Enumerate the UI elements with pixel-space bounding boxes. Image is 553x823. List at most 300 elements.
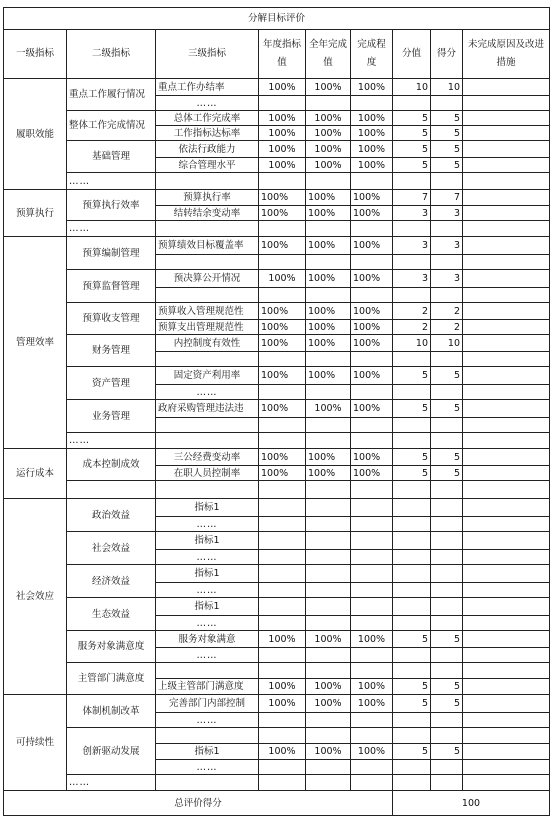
table-cell: 指标1 (156, 598, 259, 616)
table-cell: 100% (259, 744, 306, 760)
table-cell (393, 775, 431, 791)
table-cell: 100% (259, 270, 306, 288)
table-cell: 100% (259, 400, 306, 418)
table-cell (351, 663, 393, 679)
table-cell (156, 221, 259, 237)
table-cell: 5 (431, 466, 463, 481)
table-cell (259, 352, 306, 367)
table-cell (306, 663, 351, 679)
table-row (4, 598, 550, 616)
table-cell: 100% (306, 206, 351, 221)
table-cell: 资产管理 (67, 367, 156, 400)
table-cell (156, 173, 259, 190)
table-cell (431, 616, 463, 631)
table-cell: 100% (306, 141, 351, 158)
table-row (4, 335, 550, 352)
table-cell: 10 (393, 79, 431, 96)
table-cell: 服务对象满意度 (67, 631, 156, 663)
table-cell (393, 96, 431, 111)
table-cell (351, 96, 393, 111)
table-cell (351, 418, 393, 433)
table-cell: …… (156, 96, 259, 111)
table-cell (351, 532, 393, 550)
header-annual-actual: 全年完成值 (306, 30, 351, 79)
table-cell: …… (156, 760, 259, 775)
header-score: 得分 (431, 30, 463, 79)
table-cell (351, 550, 393, 565)
table-cell (259, 288, 306, 303)
table-cell (463, 433, 550, 449)
table-cell (306, 433, 351, 449)
table-cell: …… (67, 221, 156, 237)
table-cell: 100% (259, 679, 306, 695)
table-cell: 预决算公开情况 (156, 270, 259, 288)
table-cell (156, 775, 259, 791)
table-cell (156, 663, 259, 679)
table-cell: 100% (259, 303, 306, 320)
table-cell: 100% (351, 449, 393, 466)
table-cell (351, 616, 393, 631)
table-cell: 100% (306, 400, 351, 418)
table-cell (259, 583, 306, 598)
table-cell: 预算收支管理 (67, 303, 156, 335)
table-cell: 100% (259, 158, 306, 173)
table-cell: 100% (259, 367, 306, 385)
table-cell: 100% (259, 190, 306, 206)
table-cell: 固定资产利用率 (156, 367, 259, 385)
table-cell (463, 385, 550, 400)
table-cell: 100% (259, 320, 306, 335)
table-cell (463, 481, 550, 499)
table-cell: 主管部门满意度 (67, 663, 156, 695)
table-cell (463, 449, 550, 466)
table-cell (306, 616, 351, 631)
table-cell (351, 221, 393, 237)
table-cell: 5 (393, 367, 431, 385)
table-cell: 100% (351, 695, 393, 713)
table-cell (463, 775, 550, 791)
table-cell (431, 173, 463, 190)
table-cell (463, 270, 550, 288)
table-cell: 100% (306, 449, 351, 466)
table-cell: …… (67, 433, 156, 449)
table-cell: 预算监督管理 (67, 270, 156, 303)
table-cell (306, 481, 351, 499)
table-cell (463, 96, 550, 111)
table-cell: 业务管理 (67, 400, 156, 433)
table-cell (431, 598, 463, 616)
table-cell (306, 418, 351, 433)
table-cell (393, 517, 431, 532)
table-cell (463, 663, 550, 679)
header-completion: 完成程度 (351, 30, 393, 79)
table-cell (463, 616, 550, 631)
table-cell: 社会效益 (67, 532, 156, 565)
table-cell: 100% (351, 79, 393, 96)
table-cell (156, 481, 259, 499)
table-cell (306, 352, 351, 367)
table-cell (431, 433, 463, 449)
table-cell (259, 418, 306, 433)
table-cell (351, 433, 393, 449)
table-cell (259, 713, 306, 728)
table-cell: 100% (351, 126, 393, 141)
table-cell (306, 288, 351, 303)
table-cell (463, 111, 550, 126)
table-cell (463, 532, 550, 550)
table-cell (351, 352, 393, 367)
table-cell (463, 303, 550, 320)
table-cell (306, 760, 351, 775)
table-cell: 100% (306, 126, 351, 141)
table-row (4, 499, 550, 517)
table-cell: 100% (351, 190, 393, 206)
table-row (4, 79, 550, 96)
header-annual-target: 年度指标值 (259, 30, 306, 79)
table-cell (393, 583, 431, 598)
table-cell: 三公经费变动率 (156, 449, 259, 466)
table-cell: 5 (393, 631, 431, 648)
table-cell: 重点工作履行情况 (67, 79, 156, 111)
table-cell (393, 288, 431, 303)
table-cell (393, 663, 431, 679)
table-cell: 5 (393, 466, 431, 481)
table-cell (431, 550, 463, 565)
table-cell: 100% (351, 206, 393, 221)
table-cell: 管理效率 (4, 237, 67, 449)
table-cell: 5 (431, 400, 463, 418)
table-cell (259, 775, 306, 791)
table-cell: 5 (393, 111, 431, 126)
table-cell (351, 517, 393, 532)
table-cell: 100% (306, 303, 351, 320)
table-cell: 财务管理 (67, 335, 156, 367)
table-cell: 100% (306, 631, 351, 648)
table-cell: 3 (431, 237, 463, 255)
title-row (4, 8, 550, 30)
table-row (4, 532, 550, 550)
table-cell (67, 481, 156, 499)
table-cell (156, 288, 259, 303)
table-cell: 结转结余变动率 (156, 206, 259, 221)
table-cell: 社会效应 (4, 499, 67, 695)
table-cell (463, 367, 550, 385)
table-cell (431, 648, 463, 663)
table-cell: 预算收入管理规范性 (156, 303, 259, 320)
table-cell: 100% (351, 400, 393, 418)
table-cell (463, 565, 550, 583)
table-cell: 5 (431, 679, 463, 695)
table-cell (259, 385, 306, 400)
table-cell (156, 418, 259, 433)
table-cell (431, 775, 463, 791)
table-row (4, 221, 550, 237)
table-cell: 5 (393, 695, 431, 713)
table-cell (306, 385, 351, 400)
table-cell: 100% (351, 158, 393, 173)
table-cell (463, 583, 550, 598)
table-cell: 上级主管部门满意度 (156, 679, 259, 695)
header-weight: 分值 (393, 30, 431, 79)
table-cell (463, 335, 550, 352)
table-cell (259, 728, 306, 744)
table-cell (431, 663, 463, 679)
table-cell: 经济效益 (67, 565, 156, 598)
table-cell: 100% (259, 449, 306, 466)
table-cell (463, 744, 550, 760)
table-row (4, 237, 550, 255)
table-cell (351, 760, 393, 775)
table-cell: 3 (431, 206, 463, 221)
table-cell: 100% (351, 466, 393, 481)
table-cell: 创新驱动发展 (67, 728, 156, 775)
table-cell: 100% (259, 695, 306, 713)
table-cell (351, 481, 393, 499)
table-cell (351, 385, 393, 400)
table-cell (393, 532, 431, 550)
table-cell: 10 (393, 335, 431, 352)
table-cell (306, 583, 351, 598)
table-cell: 5 (393, 126, 431, 141)
table-cell: 履职效能 (4, 79, 67, 190)
table-cell: 2 (393, 303, 431, 320)
table-cell (393, 173, 431, 190)
table-cell: 生态效益 (67, 598, 156, 631)
table-cell (431, 713, 463, 728)
table-cell: …… (156, 583, 259, 598)
table-cell (463, 713, 550, 728)
table-cell (393, 565, 431, 583)
table-cell: 100% (306, 79, 351, 96)
table-cell: 3 (393, 237, 431, 255)
table-cell: 100% (351, 335, 393, 352)
table-cell: 内控制度有效性 (156, 335, 259, 352)
table-cell: 100% (351, 111, 393, 126)
table-cell (431, 96, 463, 111)
table-cell: 100% (306, 190, 351, 206)
table-cell: 100% (351, 679, 393, 695)
table-cell (306, 532, 351, 550)
table-cell: 10 (431, 79, 463, 96)
table-cell (393, 499, 431, 517)
table-cell (351, 499, 393, 517)
table-cell (463, 141, 550, 158)
table-cell (431, 288, 463, 303)
table-cell: 100% (306, 237, 351, 255)
table-cell: 在职人员控制率 (156, 466, 259, 481)
table-cell: 5 (431, 111, 463, 126)
table-cell (393, 648, 431, 663)
table-cell: 100% (351, 141, 393, 158)
table-cell (306, 96, 351, 111)
table-cell (393, 728, 431, 744)
header-reason: 未完成原因及改进措施 (463, 30, 550, 79)
table-cell (393, 713, 431, 728)
table-cell (306, 648, 351, 663)
table-cell (463, 158, 550, 173)
table-cell: 3 (431, 270, 463, 288)
table-cell (463, 79, 550, 96)
table-cell: …… (156, 616, 259, 631)
table-cell (431, 352, 463, 367)
header-level3: 三级指标 (156, 30, 259, 79)
table-row (4, 775, 550, 791)
table-cell: 综合管理水平 (156, 158, 259, 173)
table-cell: 10 (431, 335, 463, 352)
table-cell (463, 126, 550, 141)
table-cell (393, 352, 431, 367)
table-row (4, 190, 550, 206)
table-cell: 100% (306, 270, 351, 288)
table-cell (463, 400, 550, 418)
table-cell (431, 728, 463, 744)
table-cell: 5 (393, 158, 431, 173)
table-cell (431, 517, 463, 532)
table-cell (259, 760, 306, 775)
table-cell: 指标1 (156, 499, 259, 517)
table-cell (156, 255, 259, 270)
table-cell: 3 (393, 270, 431, 288)
table-cell (463, 760, 550, 775)
table-cell: 预算支出管理规范性 (156, 320, 259, 335)
table-cell (463, 237, 550, 255)
table-title: 分解目标评价 (4, 8, 550, 30)
table-cell: 100% (351, 744, 393, 760)
table-cell (306, 499, 351, 517)
table-cell: …… (67, 173, 156, 190)
table-cell (463, 206, 550, 221)
table-cell: 政府采购管理违法违 (156, 400, 259, 418)
table-cell: 100% (259, 631, 306, 648)
table-cell: 5 (431, 141, 463, 158)
table-cell: 100% (306, 679, 351, 695)
table-cell: 5 (431, 695, 463, 713)
table-cell: 指标1 (156, 565, 259, 583)
table-cell (306, 517, 351, 532)
table-cell: …… (67, 775, 156, 791)
table-cell: 预算执行效率 (67, 190, 156, 221)
table-cell: 5 (393, 449, 431, 466)
table-cell: 100% (259, 79, 306, 96)
table-cell: 2 (431, 303, 463, 320)
table-cell (306, 598, 351, 616)
table-cell: 100% (259, 141, 306, 158)
table-cell (259, 173, 306, 190)
table-cell: 政治效益 (67, 499, 156, 532)
table-cell: 100% (351, 237, 393, 255)
table-cell: 完善部门内部控制 (156, 695, 259, 713)
table-cell: 100% (306, 744, 351, 760)
table-cell: 100% (259, 126, 306, 141)
table-cell (306, 728, 351, 744)
table-cell (393, 481, 431, 499)
table-row (4, 631, 550, 648)
table-row (4, 303, 550, 320)
table-cell (156, 433, 259, 449)
table-cell (393, 255, 431, 270)
table-cell: 5 (431, 744, 463, 760)
table-cell: 5 (431, 449, 463, 466)
table-cell: 指标1 (156, 532, 259, 550)
table-cell: 服务对象满意 (156, 631, 259, 648)
table-cell: 100% (306, 111, 351, 126)
table-cell: 预算执行 (4, 190, 67, 237)
table-cell: 100% (306, 367, 351, 385)
table-cell: 预算绩效目标覆盖率 (156, 237, 259, 255)
table-cell (431, 583, 463, 598)
table-cell (463, 648, 550, 663)
table-row (4, 173, 550, 190)
table-cell (463, 517, 550, 532)
table-cell (156, 352, 259, 367)
table-cell: 基础管理 (67, 141, 156, 173)
table-cell: 5 (431, 158, 463, 173)
table-cell: 指标1 (156, 744, 259, 760)
table-cell: 100% (306, 320, 351, 335)
table-cell: 100% (306, 335, 351, 352)
table-cell (259, 532, 306, 550)
table-cell (463, 631, 550, 648)
table-cell: 100% (351, 631, 393, 648)
table-cell (306, 255, 351, 270)
table-cell (431, 760, 463, 775)
table-cell: …… (156, 385, 259, 400)
table-cell: 总体工作完成率 (156, 111, 259, 126)
table-cell (156, 728, 259, 744)
table-cell (306, 173, 351, 190)
header-level1: 一级指标 (4, 30, 67, 79)
table-cell (259, 96, 306, 111)
table-cell: 100% (306, 695, 351, 713)
table-cell: 5 (393, 141, 431, 158)
table-row (4, 663, 550, 679)
header-row (4, 30, 550, 79)
table-cell (306, 550, 351, 565)
table-row (4, 695, 550, 713)
total-value: 100 (393, 791, 550, 816)
table-cell (431, 385, 463, 400)
table-cell: …… (156, 648, 259, 663)
table-cell: 5 (393, 400, 431, 418)
table-cell: 100% (306, 158, 351, 173)
table-cell: 100% (306, 466, 351, 481)
table-cell (431, 255, 463, 270)
table-cell: 7 (393, 190, 431, 206)
table-cell (463, 352, 550, 367)
table-cell (259, 550, 306, 565)
table-cell: 整体工作完成情况 (67, 111, 156, 141)
table-cell (351, 713, 393, 728)
total-row (4, 791, 550, 816)
table-cell: 依法行政能力 (156, 141, 259, 158)
table-cell (393, 385, 431, 400)
table-cell (431, 499, 463, 517)
table-cell: 工作指标达标率 (156, 126, 259, 141)
table-cell: 100% (259, 206, 306, 221)
table-cell (463, 320, 550, 335)
table-cell (393, 550, 431, 565)
table-cell (259, 648, 306, 663)
table-cell (351, 565, 393, 583)
table-row (4, 270, 550, 288)
table-cell: 3 (393, 206, 431, 221)
table-cell (306, 221, 351, 237)
table-cell (463, 598, 550, 616)
table-cell (393, 760, 431, 775)
table-cell (259, 663, 306, 679)
table-cell: 5 (431, 126, 463, 141)
table-cell: 5 (431, 631, 463, 648)
